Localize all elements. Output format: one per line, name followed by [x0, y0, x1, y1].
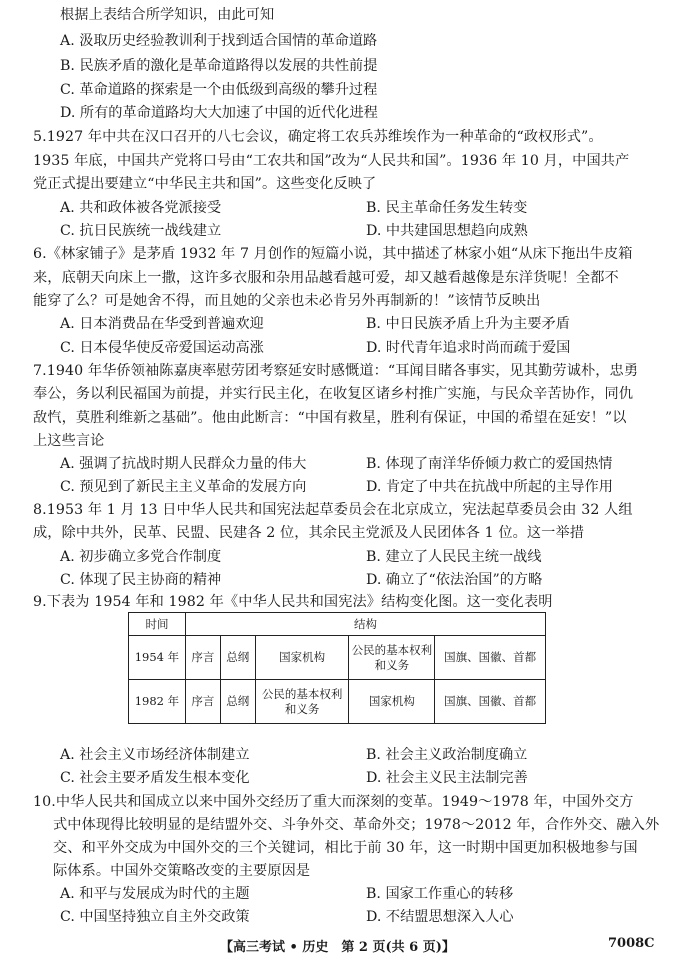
q7-stem-line2: 奉公，务以利民福国为前提，并实行民主化，在收复区诸乡村推广实施，与民众辛苦协作，同仇	[33, 386, 634, 402]
q9-option-b: B. 社会主义政治制度确立	[366, 747, 528, 763]
q8-option-a: A. 初步确立多党合作制度	[60, 549, 222, 565]
q4-option-b: B. 民族矛盾的激化是革命道路得以发展的共性前提	[60, 58, 378, 74]
q7-option-d: D. 肯定了中共在抗战中所起的主导作用	[366, 479, 613, 495]
q8-stem-line1: 8.1953 年 1 月 13 日中华人民共和国宪法起草委员会在北京成立，宪法起草委员会由 32 人组	[33, 502, 633, 518]
q5-stem-line1: 5.1927 年中共在汉口召开的八七会议，确定将工农兵苏维埃作为一种革命的“政权形式”。	[33, 129, 603, 145]
q6-stem-line2: 来，底朝天向床上一撒，这许多衣服和杂用品越看越可爱，却又越看越像是东洋货呢！全都不	[33, 270, 619, 286]
q7-stem-line3: 敌忾，莫胜利维新之基础”。他由此断言：“中国有救星，胜利有保证，中国的希望在延安！”以	[33, 410, 627, 426]
q8-option-d: D. 确立了“依法治国”的方略	[366, 572, 543, 588]
q6-option-a: A. 日本消费品在华受到普遍欢迎	[60, 316, 264, 332]
q5-option-d: D. 中共建国思想趋向成熟	[366, 223, 528, 239]
table-cell: 国旗、国徽、首都	[435, 636, 546, 680]
table-header-time: 时间	[129, 613, 186, 636]
table-cell: 国旗、国徽、首都	[435, 680, 546, 724]
table-header-row	[129, 613, 546, 636]
constitution-structure-table	[128, 612, 546, 724]
table-cell: 总纲	[220, 680, 255, 724]
q6-option-b: B. 中日民族矛盾上升为主要矛盾	[366, 316, 570, 332]
q8-stem-line2: 成，除中共外，民革、民盟、民建各 2 位，其余民主党派及人民团体各 1 位。这一举措	[33, 525, 585, 541]
q10-option-c: C. 中国坚持独立自主外交政策	[60, 909, 250, 925]
q7-option-a: A. 强调了抗战时期人民群众力量的伟大	[60, 456, 307, 472]
footer-exam-code: 7008C	[608, 936, 655, 951]
q4-option-d: D. 所有的革命道路均大大加速了中国的近代化进程	[60, 105, 378, 121]
q5-option-c: C. 抗日民族统一战线建立	[60, 223, 222, 239]
q5-option-b: B. 民主革命任务发生转变	[366, 200, 528, 216]
q9-option-c: C. 社会主要矛盾发生根本变化	[60, 770, 250, 786]
q10-stem-line3: 交、和平外交成为中国外交的三个关键词，相比于前 30 年，这一时期中国更加积极地参与国	[53, 840, 638, 856]
intro-line: 根据上表结合所学知识，由此可知	[60, 7, 275, 23]
table-header-structure: 结构	[185, 613, 545, 636]
q7-option-b: B. 体现了南洋华侨倾力救亡的爱国热情	[366, 456, 613, 472]
q9-option-d: D. 社会主义民主法制完善	[366, 770, 528, 786]
table-row	[129, 636, 546, 680]
q6-stem-line3: 能穿了么？可是她舍不得，而且她的父亲也未必肯另外再制新的！”该情节反映出	[33, 293, 541, 309]
q5-option-a: A. 共和政体被各党派接受	[60, 200, 222, 216]
q4-option-c: C. 革命道路的探索是一个由低级到高级的攀升过程	[60, 82, 378, 98]
table-cell: 国家机构	[349, 680, 435, 724]
table-cell: 国家机构	[255, 636, 349, 680]
q7-stem-line4: 上这些言论	[33, 433, 105, 449]
table-cell: 总纲	[220, 636, 255, 680]
q8-option-b: B. 建立了人民民主统一战线	[366, 549, 542, 565]
q10-stem-line2: 式中体现得比较明显的是结盟外交、斗争外交、革命外交；1978～2012 年，合作外交、融入外	[53, 817, 660, 833]
q7-option-c: C. 预见到了新民主主义革命的发展方向	[60, 479, 307, 495]
q5-stem-line3: 党正式提出要建立“中华民主共和国”。这些变化反映了	[33, 176, 377, 192]
footer-page-info: 【高三考试 • 历史 第 2 页(共 6 页)】	[220, 940, 455, 955]
q9-stem-line1: 9.下表为 1954 年和 1982 年《中华人民共和国宪法》结构变化图。这一变化表明	[33, 594, 553, 610]
q10-option-b: B. 国家工作重心的转移	[366, 886, 514, 902]
q10-option-a: A. 和平与发展成为时代的主题	[60, 886, 250, 902]
q6-stem-line1: 6.《林家铺子》是茅盾 1932 年 7 月创作的短篇小说，其中描述了林家小姐“从床下拖出牛皮箱	[33, 246, 633, 262]
q9-option-a: A. 社会主义市场经济体制建立	[60, 747, 250, 763]
table-cell: 1954 年	[129, 636, 186, 680]
q5-stem-line2: 1935 年底，中国共产党将口号由“工农共和国”改为“人民共和国”。1936 年 10 月，中国共产	[33, 153, 630, 169]
page-footer	[0, 936, 677, 956]
q10-stem-line1: 10.中华人民共和国成立以来中国外交经历了重大而深刻的变革。1949～1978 年，中国外交方	[33, 794, 634, 810]
q7-stem-line1: 7.1940 年华侨领袖陈嘉庚率慰劳团考察延安时感慨道：“耳闻目睹各事实，见其勤劳诚朴，忠勇	[33, 363, 639, 379]
q8-option-c: C. 体现了民主协商的精神	[60, 572, 222, 588]
q10-stem-line4: 际体系。中国外交策略改变的主要原因是	[53, 863, 311, 879]
q4-option-a: A. 汲取历史经验教训利于找到适合国情的革命道路	[60, 33, 378, 49]
table-cell: 公民的基本权利和义务	[349, 636, 435, 680]
table-cell: 1982 年	[129, 680, 186, 724]
q6-option-c: C. 日本侵华使反帝爱国运动高涨	[60, 340, 264, 356]
table-cell: 序言	[185, 680, 220, 724]
table-cell: 公民的基本权利和义务	[255, 680, 349, 724]
table-cell: 序言	[185, 636, 220, 680]
q10-option-d: D. 不结盟思想深入人心	[366, 909, 514, 925]
q6-option-d: D. 时代青年追求时尚而疏于爱国	[366, 340, 571, 356]
table-row	[129, 680, 546, 724]
